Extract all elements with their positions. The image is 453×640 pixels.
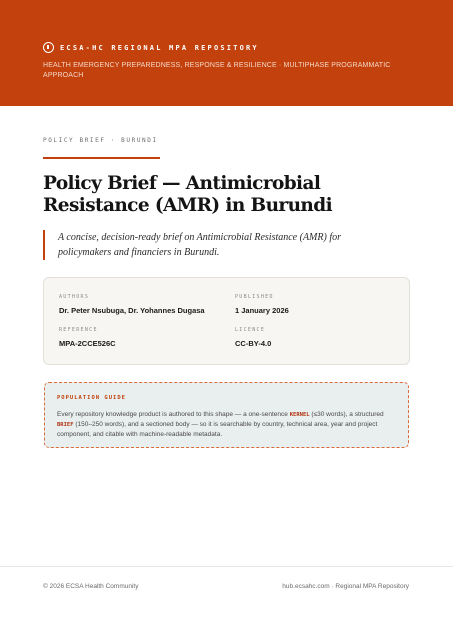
brief-term: BRIEF (57, 422, 74, 428)
footer-copyright: © 2026 ECSA Health Community (43, 583, 139, 590)
page-title: Policy Brief — Antimicrobial Resistance (AMR) in Burundi (43, 173, 333, 216)
licence-value: CC-BY-4.0 (235, 339, 272, 348)
footer-site-link[interactable]: hub.ecsahc.com · Regional MPA Repository (282, 583, 409, 590)
repository-name: ECSA-HC REGIONAL MPA REPOSITORY (60, 43, 259, 52)
authors-value: Dr. Peter Nsubuga, Dr. Yohannes Dugasa (59, 306, 205, 315)
kernel-term: KERNEL (289, 412, 310, 418)
guide-text-part-1: Every repository knowledge product is authored to this shape — a one-sentence (57, 411, 288, 418)
footer-divider (0, 566, 453, 567)
document-lede: A concise, decision-ready brief on Antimicrobial Resistance (AMR) for policymakers and financiers in Burundi. (43, 230, 373, 260)
repository-brand[interactable] (43, 42, 413, 53)
guide-label: POPULATION GUIDE (57, 395, 126, 401)
authors-label: AUTHORS (59, 294, 90, 300)
published-field (235, 294, 289, 315)
document-eyebrow: POLICY BRIEF · BURUNDI (43, 137, 158, 144)
repository-subtitle: HEALTH EMERGENCY PREPAREDNESS, RESPONSE & RESILIENCE · MULTIPHASE PROGRAMMATIC APPROACH (43, 62, 391, 79)
power-circle-icon (43, 42, 54, 53)
metadata-card (43, 277, 410, 365)
guide-text (57, 410, 396, 440)
reference-field (59, 327, 116, 348)
published-label: PUBLISHED (235, 294, 274, 300)
reference-value: MPA-2CCE526C (59, 339, 116, 348)
population-guide-callout (44, 382, 409, 448)
guide-text-part-3: (150–250 words), and a sectioned body — so it is searchable by country, technical area, year and project component, and citable with machine-readable metadata. (57, 421, 378, 438)
reference-label: REFERENCE (59, 327, 98, 333)
licence-field (235, 327, 271, 348)
licence-label: LICENCE (235, 327, 266, 333)
accent-divider (43, 157, 160, 159)
guide-text-part-2: (≤30 words), a structured (311, 411, 384, 418)
header-banner (0, 0, 453, 106)
authors-field (59, 294, 205, 315)
published-value: 1 January 2026 (235, 306, 289, 315)
